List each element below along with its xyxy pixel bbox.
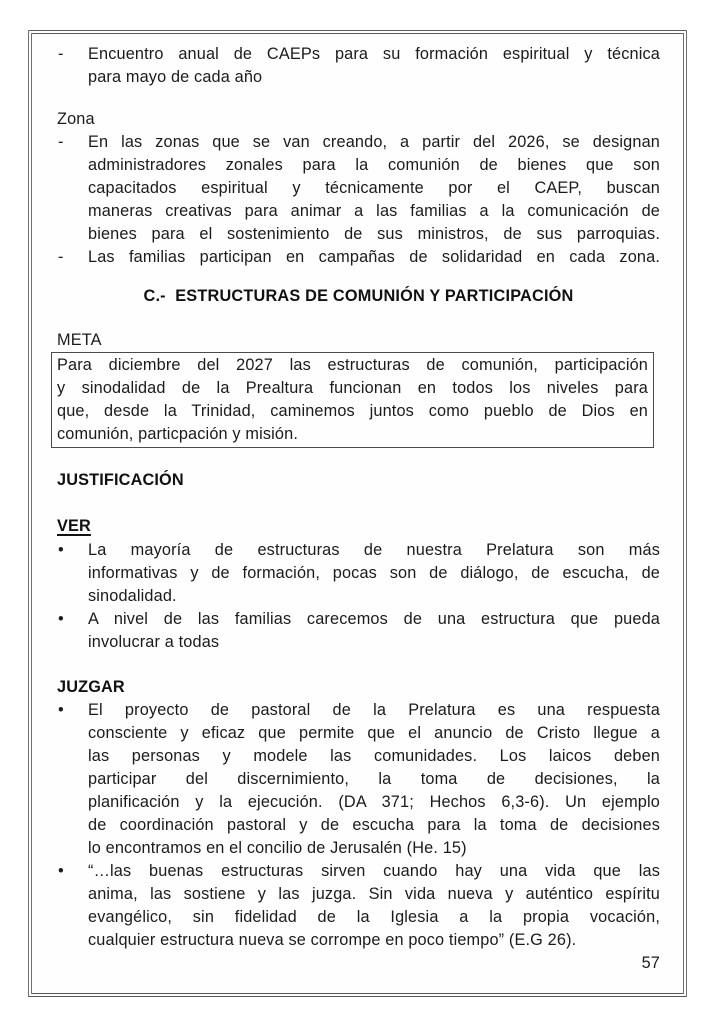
juzgar-bullet-text — [88, 699, 660, 860]
text-line: anima, las sostiene y las juzga. Sin vida nueva y auténtico espíritu — [88, 885, 660, 903]
justificacion-heading: JUSTIFICACIÓN — [57, 471, 184, 489]
text-line: capacitados espiritual y técnicamente por el CAEP, buscan — [88, 179, 660, 197]
zona-label: Zona — [57, 110, 95, 128]
dash-marker: - — [58, 248, 64, 266]
text-line: de coordinación pastoral y de escucha para la toma de decisiones — [88, 816, 660, 834]
text-line: La mayoría de estructuras de nuestra Prelatura son más — [88, 541, 660, 559]
text-line: evangélico, sin fidelidad de la Iglesia a la propia vocación, — [88, 908, 660, 926]
zona-bullet-text — [88, 131, 660, 246]
page-number: 57 — [641, 954, 660, 972]
text-line: El proyecto de pastoral de la Prelatura es una respuesta — [88, 701, 660, 719]
zona-bullet-item — [57, 131, 660, 246]
text-line: que, desde la Trinidad, caminemos juntos como pueblo de Dios en — [57, 402, 648, 420]
meta-label: META — [57, 331, 102, 349]
juzgar-bullet-item — [57, 860, 660, 952]
text-line: planificación y la ejecución. (DA 371; Hechos 6,3-6). Un ejemplo — [88, 793, 660, 811]
text-line: Encuentro anual de CAEPs para su formación espiritual y técnica — [88, 45, 660, 63]
ver-bullet-item — [57, 608, 660, 654]
text-line: comunión, particpación y misión. — [57, 425, 298, 443]
text-line: para mayo de cada año — [88, 68, 263, 86]
juzgar-bullet-item — [57, 699, 660, 860]
meta-box — [51, 352, 654, 448]
text-line: administradores zonales para la comunión de bienes que son — [88, 156, 660, 174]
text-line: “…las buenas estructuras sirven cuando hay una vida que las — [88, 862, 660, 880]
juzgar-heading: JUZGAR — [57, 678, 125, 696]
text-line: lo encontramos en el concilio de Jerusalén (He. 15) — [88, 839, 467, 857]
bullet-marker: • — [58, 610, 64, 628]
intro-bullet-text — [88, 43, 660, 89]
text-line: y sinodalidad de la Prealtura funcionan en todos los niveles para — [57, 379, 648, 397]
text-line: En las zonas que se van creando, a partir del 2026, se designan — [88, 133, 660, 151]
juzgar-bullet-text — [88, 860, 660, 952]
text-line: involucrar a todas — [88, 633, 220, 651]
text-line: Las familias participan en campañas de solidaridad en cada zona. — [88, 248, 660, 266]
bullet-marker: • — [58, 862, 64, 880]
section-heading: C.- ESTRUCTURAS DE COMUNIÓN Y PARTICIPACIÓN — [143, 287, 574, 305]
dash-marker: - — [58, 133, 64, 151]
text-line: las personas y modele las comunidades. Los laicos deben — [88, 747, 660, 765]
text-line: cualquier estructura nueva se corrompe en poco tiempo” (E.G 26). — [88, 931, 577, 949]
text-line: A nivel de las familias carecemos de una estructura que pueda — [88, 610, 660, 628]
text-line: bienes para el sostenimiento de sus ministros, de sus parroquias. — [88, 225, 660, 243]
zona-bullet-item — [57, 246, 660, 269]
bullet-marker: • — [58, 541, 64, 559]
text-line: informativas y de formación, pocas son de diálogo, de escucha, de — [88, 564, 660, 582]
text-line: sinodalidad. — [88, 587, 177, 605]
ver-bullet-text — [88, 539, 660, 608]
zona-bullet-text — [88, 246, 660, 269]
dash-marker: - — [58, 45, 64, 63]
ver-heading — [57, 515, 660, 538]
ver-bullet-text — [88, 608, 660, 654]
ver-bullet-item — [57, 539, 660, 608]
text-line: participar del discernimiento, la toma de decisiones, la — [88, 770, 660, 788]
intro-bullet-item — [57, 43, 660, 89]
page-frame — [28, 30, 687, 997]
text-line: maneras creativas para animar a las familias a la comunicación de — [88, 202, 660, 220]
text-line: Para diciembre del 2027 las estructuras de comunión, participación — [57, 356, 648, 374]
ver-heading-text: VER — [57, 517, 91, 535]
text-line: consciente y eficaz que permite que el anuncio de Cristo llegue a — [88, 724, 660, 742]
bullet-marker: • — [58, 701, 64, 719]
